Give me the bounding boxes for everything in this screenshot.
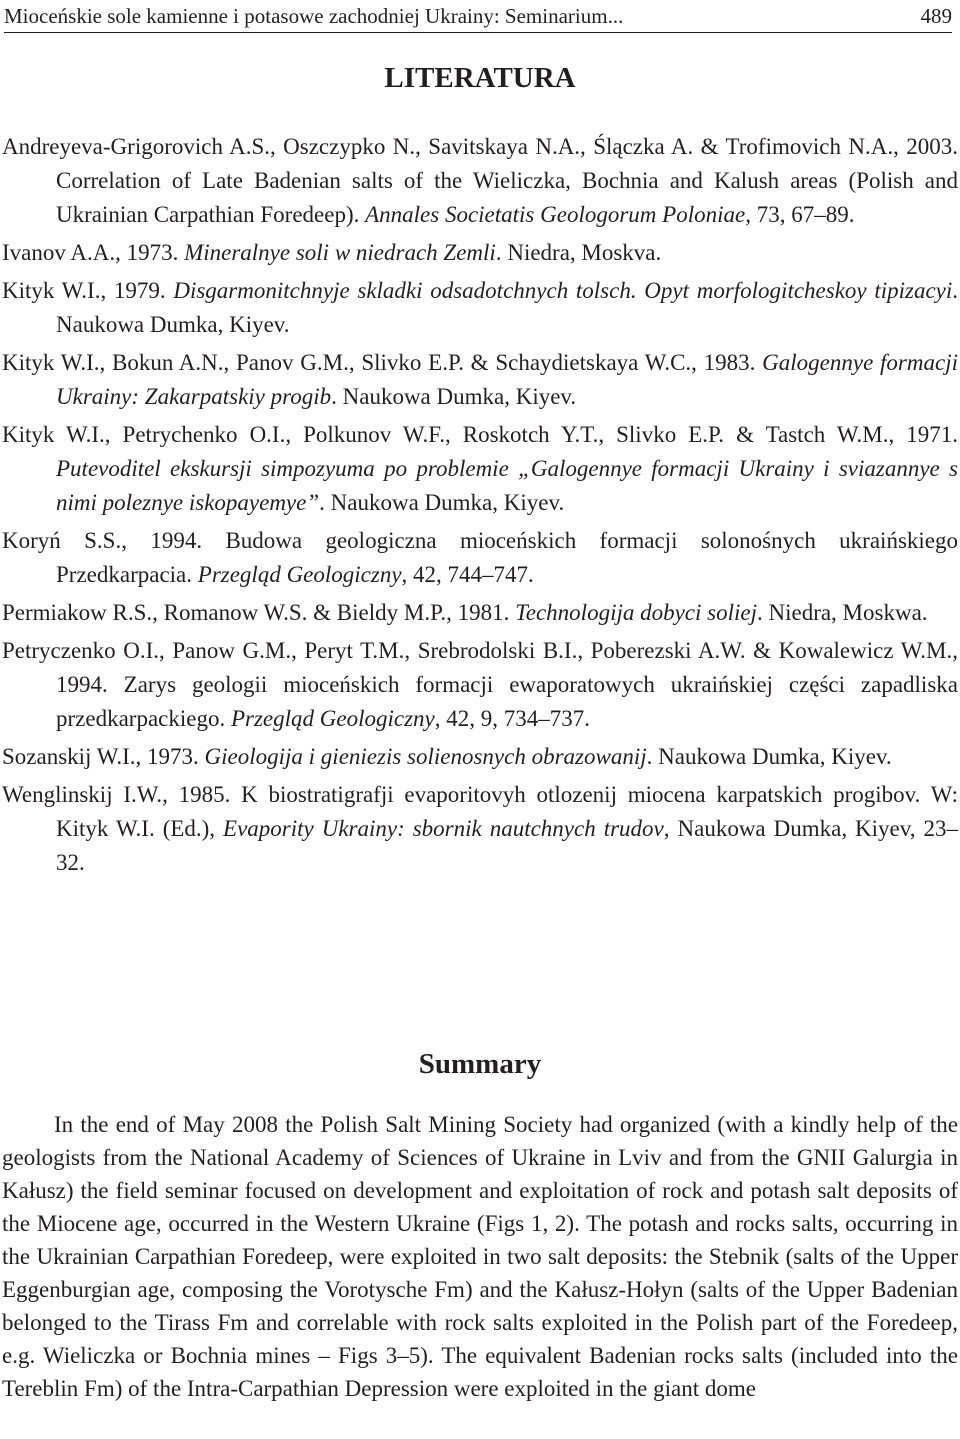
reference-text: . Naukowa Dumka, Kiyev. (646, 744, 892, 769)
reference-item (2, 596, 958, 630)
page-number: 489 (920, 4, 952, 28)
reference-italic-title: Mineralnye soli w niedrach Zemli (184, 240, 496, 265)
reference-text: Ivanov A.A., 1973. (2, 240, 185, 265)
reference-text: Koryń S.S., 1994. Budowa geologiczna mioceńskich formacji solonośnych ukraińskiego Przedkarpacia. (2, 528, 958, 587)
reference-item (2, 524, 958, 592)
reference-text: . Naukowa Dumka, Kiyev. (56, 278, 959, 337)
reference-italic-title: Gieologija i gieniezis solienosnych obrazowanij (204, 744, 647, 769)
reference-text: . Naukowa Dumka, Kiyev. (331, 384, 577, 409)
reference-italic-title: Przegląd Geologiczny (230, 706, 435, 731)
reference-item (2, 346, 958, 414)
reference-text: , 42, 9, 734–737. (434, 706, 590, 731)
reference-text: Kityk W.I., Bokun A.N., Panov G.M., Slivko E.P. & Schaydietskaya W.C., 1983. (2, 350, 763, 375)
running-header (4, 4, 952, 33)
reference-italic-title: Evapority Ukrainy: sbornik nautchnych trudov (223, 816, 664, 841)
reference-text: Andreyeva-Grigorovich A.S., Oszczypko N., Savitskaya N.A., Ślączka A. & Trofimovich N.A., 2003. Correlation of Late Badenian salts of the Wieliczka, Bochnia and Kalush areas (Polish and Ukrainian Carpathian Foredeep). (2, 134, 958, 227)
reference-item (2, 778, 958, 880)
reference-item (2, 740, 958, 774)
reference-item (2, 418, 958, 520)
reference-italic-title: Przegląd Geologiczny (197, 562, 402, 587)
reference-item (2, 634, 958, 736)
reference-italic-title: Putevoditel ekskursji simpozyuma po problemie „Galogennye formacji Ukrainy i sviazannye s nimi poleznye iskopayemye” (56, 456, 958, 515)
summary-paragraph: In the end of May 2008 the Polish Salt Mining Society had organized (with a kindly help of the geologists from the National Academy of Sciences of Ukraine in Lviv and from the GNII Galurgia in Kałusz) the field seminar focused on development and exploitation of rock and potash salt deposits of the Miocene age, occurred in the Western Ukraine (Figs 1, 2). The potash and rocks salts, occurring in the Ukrainian Carpathian Foredeep, were exploited in two salt deposits: the Stebnik (salts of the Upper Eggenburgian age, composing the Vorotysche Fm) and the Kałusz-Hołyn (salts of the Upper Badenian belonged to the Tirass Fm and correlable with rock salts exploited in the Polish part of the Foredeep, e.g. Wieliczka or Bochnia mines – Figs 3–5). The equivalent Badenian rocks salts (included into the Tereblin Fm) of the Intra-Carpathian Depression were exploited in the giant dome (2, 1112, 958, 1401)
reference-text: Kityk W.I., 1979. (2, 278, 174, 303)
reference-text: . Naukowa Dumka, Kiyev. (319, 490, 565, 515)
reference-text: Petryczenko O.I., Panow G.M., Peryt T.M., Srebrodolski B.I., Poberezski A.W. & Kowalewicz W.M., 1994. Zarys geologii mioceńskich formacji ewaporatowych ukraińskiej części zapadliska przedkarpackiego. (2, 638, 958, 731)
reference-text: . Niedra, Moskwa. (756, 600, 928, 625)
reference-text: . Niedra, Moskva. (495, 240, 662, 265)
summary-heading: Summary (418, 1048, 542, 1080)
reference-item (2, 130, 958, 232)
reference-italic-title: Disgarmonitchnyje skladki odsadotchnych tolsch. Opyt morfologitcheskoy tipizacyi (173, 278, 953, 303)
reference-text: , Naukowa Dumka, Kiyev, 23–32. (56, 816, 958, 875)
reference-italic-title: Galogennye formacji Ukrainy: Zakarpatskiy progib (56, 350, 958, 409)
reference-italic-title: Technologija dobyci soliej (515, 600, 757, 625)
reference-list (2, 130, 958, 884)
reference-text: Kityk W.I., Petrychenko O.I., Polkunov W.F., Roskotch Y.T., Slivko E.P. & Tastch W.M., 1971. (2, 422, 958, 447)
reference-text: Permiakow R.S., Romanow W.S. & Bieldy M.P., 1981. (2, 600, 516, 625)
reference-italic-title: Annales Societatis Geologorum Poloniae (365, 202, 746, 227)
reference-item (2, 274, 958, 342)
reference-text: Sozanskij W.I., 1973. (2, 744, 205, 769)
reference-text: , 73, 67–89. (745, 202, 855, 227)
reference-text: , 42, 744–747. (401, 562, 534, 587)
literatura-heading: LITERATURA (384, 62, 576, 94)
running-title: Mioceńskie sole kamienne i potasowe zachodniej Ukrainy: Seminarium... (4, 4, 624, 28)
reference-item (2, 236, 958, 270)
reference-text: Wenglinskij I.W., 1985. K biostratigrafji evaporitovyh otlozenij miocena karpatskich progibov. W: Kityk W.I. (Ed.), (2, 782, 958, 841)
